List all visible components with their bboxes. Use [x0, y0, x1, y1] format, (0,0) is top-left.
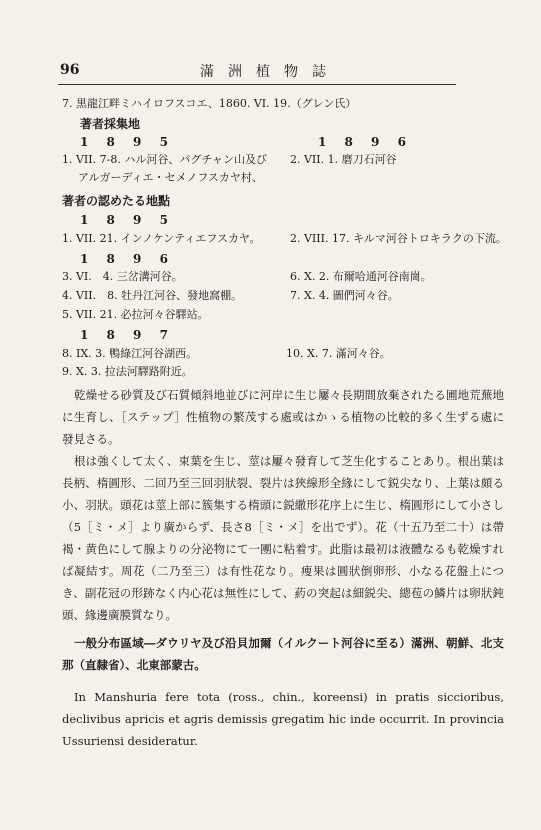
confirmed-record: 3. VI. 4. 三岔溝河谷。 [62, 270, 183, 283]
page-number: 96 [60, 62, 80, 78]
collected-record: 2. VII. 1. 磨刀石河谷 [290, 153, 397, 166]
confirmed-record: 6. X. 2. 布爾哈通河谷南崗。 [290, 270, 432, 283]
record-line-7: 7. 黒龍江畔ミハイロフスコエ、1860. VI. 19.（グレン氏） [62, 97, 357, 110]
confirmed-record: 2. VIII. 17. キルマ河谷トロキラクの下流。 [290, 232, 507, 245]
confirmed-record: 8. IX. 3. 鴨綠江河谷湖西。 [62, 347, 198, 360]
confirmed-record: 1. VII. 21. インノケンティエフスカヤ。 [62, 232, 261, 245]
collector-heading: 著者採集地 [80, 117, 141, 131]
description-paragraph: 根は強くして太く、束葉を生じ、莖は屢々發育して芝生化することあり。根出葉は長柄、楕圓形、二回乃至三回羽狀裂、裂片は狹線形全緣にして鋭尖なり、上葉は頗る小、羽狀。頭花は莖上部に簇集する楕頭に鋭繖形花序上に生じ、楕圓形にして小さし（5［ミ・メ］より廣からず、長さ8［ミ・メ］を出でず）。花（十五乃至二十）は帶褐・黄色にして腺よりの分泌物にて一團に粘着す。此脂は最初は液體なるも乾燥すれば凝結す。周花（二乃至三）は有性花なり。痩果は圓狀倒卵形、小なる花盤上につき、副花冠の形跡なく内心花は無性にして、葯の突起は細鋭尖、總苞の鱗片は卵狀鈍頭、緣邊廣膜質なり。 [62, 454, 504, 622]
running-title: 滿洲植物誌 [200, 64, 340, 80]
distribution-paragraph: 一般分布區域―ダウリヤ及び沿貝加爾（イルクート河谷に至る）滿洲、朝鮮、北支那（直隸省）、北東部蒙古。 [62, 636, 504, 672]
year-heading: 1 8 9 5 [80, 213, 175, 227]
year-heading: 1 8 9 6 [318, 135, 413, 149]
collected-record-cont: アルガーディエ・セメノフスカヤ村、 [78, 171, 263, 184]
header-rule [58, 84, 456, 85]
confirmed-record: 9. X. 3. 拉法河驛路附近。 [62, 365, 193, 378]
confirmed-record: 7. X. 4. 圖們河々谷。 [290, 289, 399, 302]
confirmed-record: 5. VII. 21. 必拉河々谷驛站。 [62, 308, 209, 321]
confirmed-heading: 著者の認めたる地點 [62, 194, 171, 208]
year-heading: 1 8 9 5 [80, 135, 175, 149]
habitat-paragraph: 乾燥せる砂質及び石質傾斜地並びに河岸に生じ屢々長期間放棄されたる圃地荒蕪地に生育し、［ステップ］性植物の繁茂する處或はかゝる植物の比較的多く生ずる處に發見さる。 [62, 388, 504, 446]
year-heading: 1 8 9 6 [80, 252, 175, 266]
confirmed-record: 4. VII. 8. 牡丹江河谷、發地窩棚。 [62, 289, 243, 302]
latin-paragraph: In Manshuria fere tota (ross., chin., koreensi) in pratis siccioribus, declivibus apricis et agris demissis gregatim hic inde occurrit. In provincia Ussuriensi desideratur. [62, 690, 504, 748]
confirmed-record: 10. X. 7. 滿河々谷。 [286, 347, 391, 360]
year-heading: 1 8 9 7 [80, 328, 175, 342]
collected-record: 1. VII. 7-8. ハル河谷、パグチャン山及び [62, 153, 267, 166]
